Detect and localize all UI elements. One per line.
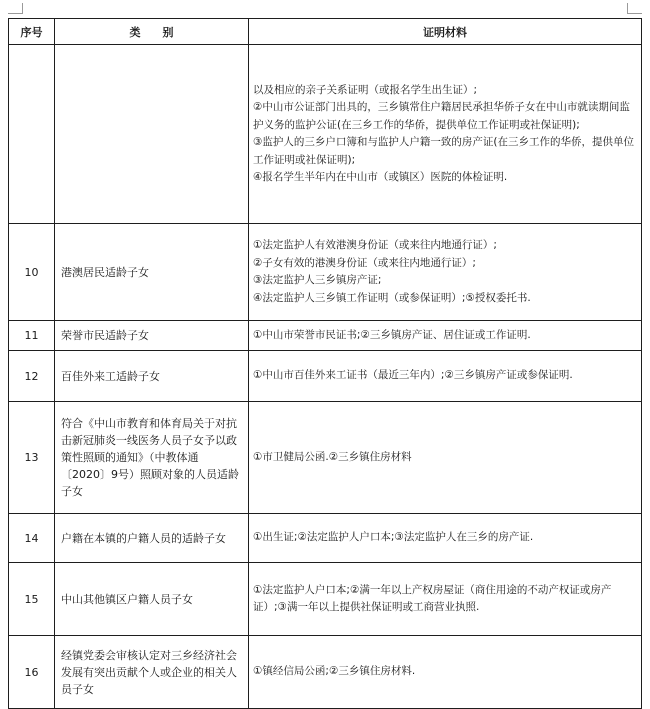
table-row	[9, 514, 642, 563]
row-materials	[249, 402, 642, 514]
table-row	[9, 224, 642, 321]
table-row	[9, 563, 642, 636]
row-materials	[249, 351, 642, 402]
material-line: ①法定监护人户口本;②满一年以上产权房屋证（商住用途的不动产权证或房产证）;③满一年以上提供社保证明或工商营业执照.	[253, 583, 612, 613]
header-number: 序号	[9, 19, 55, 45]
table-row	[9, 351, 642, 402]
material-line: ②中山市公证部门出具的，三乡镇常住户籍居民承担华侨子女在中山市就读期间监护义务的监护公证(在三乡工作的华侨，提供单位工作证明或社保证明);	[253, 101, 630, 131]
row-number	[9, 45, 55, 224]
row-category: 百佳外来工适龄子女	[55, 351, 249, 402]
row-materials	[249, 636, 642, 709]
material-line: ①中山市百佳外来工证书（最近三年内）;②三乡镇房产证或参保证明.	[253, 369, 573, 382]
material-line: ①出生证;②法定监护人户口本;③法定监护人在三乡的房产证.	[253, 531, 534, 544]
material-line: ①中山市荣誉市民证书;②三乡镇房产证、居住证或工作证明.	[253, 328, 531, 341]
row-category: 符合《中山市教育和体育局关于对抗击新冠肺炎一线医务人员子女予以政策性照顾的通知》（中教体通〔2020〕9号）照顾对象的人员适龄子女	[55, 402, 249, 514]
table-header-row	[9, 19, 642, 45]
row-category: 户籍在本镇的户籍人员的适龄子女	[55, 514, 249, 563]
material-line: ①镇经信局公函;②三乡镇住房材料.	[253, 665, 416, 678]
row-number: 10	[9, 224, 55, 321]
page-corner-mark-right	[627, 3, 642, 14]
header-materials: 证明材料	[249, 19, 642, 45]
table-row	[9, 321, 642, 351]
row-materials	[249, 321, 642, 351]
row-materials	[249, 224, 642, 321]
material-line: ①法定监护人有效港澳身份证（或来往内地通行证）;	[253, 239, 497, 251]
table-row	[9, 636, 642, 709]
row-number: 15	[9, 563, 55, 636]
row-materials	[249, 563, 642, 636]
material-line: ①市卫健局公函.②三乡镇住房材料	[253, 450, 412, 463]
row-materials	[249, 45, 642, 224]
row-category	[55, 45, 249, 224]
material-line: ④法定监护人三乡镇工作证明（或参保证明）;⑤授权委托书.	[253, 291, 531, 304]
row-category: 经镇党委会审核认定对三乡经济社会发展有突出贡献个人或企业的相关人员子女	[55, 636, 249, 709]
table-row	[9, 402, 642, 514]
row-number: 16	[9, 636, 55, 709]
row-number: 13	[9, 402, 55, 514]
row-materials	[249, 514, 642, 563]
material-line: 以及相应的亲子关系证明（或报名学生出生证）;	[253, 83, 478, 96]
material-line: ③监护人的三乡户口簿和与监护人户籍一致的房产证(在三乡工作的华侨，提供单位工作证明或社保证明);	[253, 136, 635, 166]
table-row	[9, 45, 642, 224]
material-line: ②子女有效的港澳身份证（或来往内地通行证）;	[253, 256, 476, 269]
material-line: ③法定监护人三乡镇房产证;	[253, 274, 382, 286]
admission-materials-table	[8, 18, 642, 709]
material-line: ④报名学生半年内在中山市（或镇区）医院的体检证明.	[253, 171, 508, 183]
row-category: 港澳居民适龄子女	[55, 224, 249, 321]
row-number: 12	[9, 351, 55, 402]
page-corner-mark-left	[8, 3, 23, 14]
row-number: 14	[9, 514, 55, 563]
header-category: 类 别	[55, 19, 249, 45]
row-category: 荣誉市民适龄子女	[55, 321, 249, 351]
row-number: 11	[9, 321, 55, 351]
row-category: 中山其他镇区户籍人员子女	[55, 563, 249, 636]
